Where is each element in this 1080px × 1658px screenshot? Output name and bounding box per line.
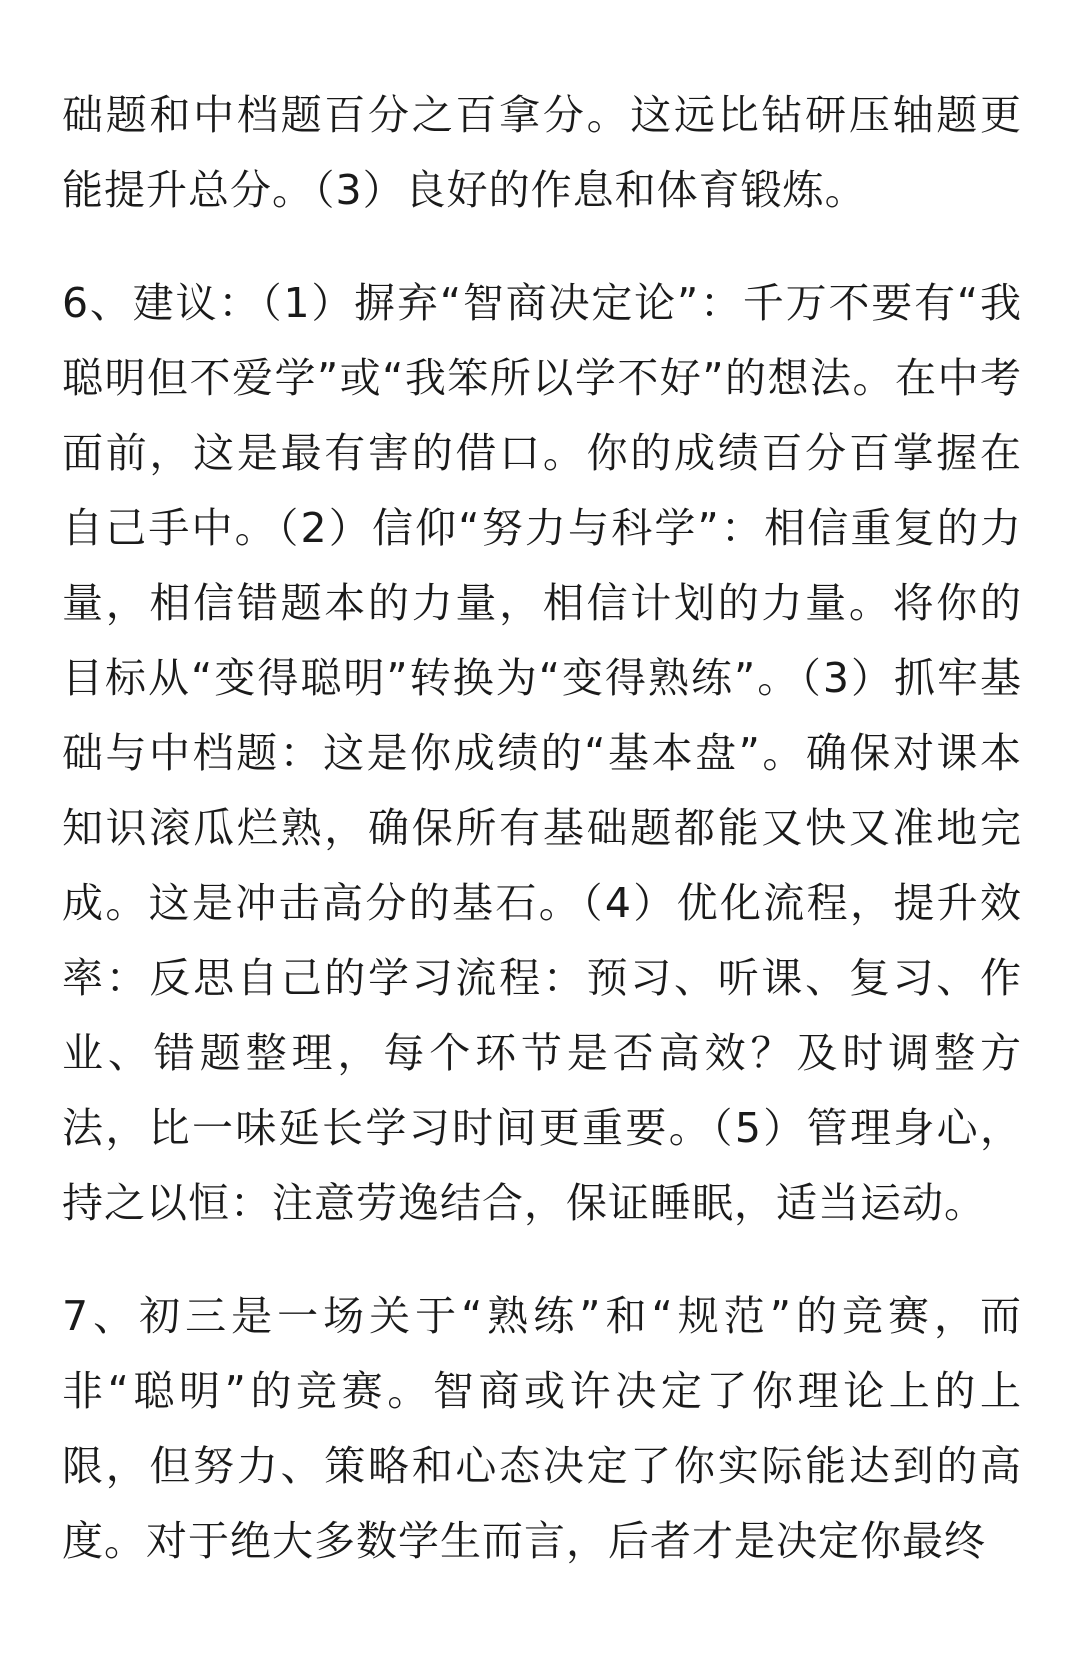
paragraph-conclusion: 7、初三是一场关于“熟练”和“规范”的竞赛，而非“聪明”的竞赛。智商或许决定了你理论上的上限，但努力、策略和心态决定了你实际能达到的高度。对于绝大多数学生而言，后者才是决定你最终 [62,1292,1022,1565]
paragraph-suggestions: 6、建议：（1）摒弃“智商决定论”：千万不要有“我聪明但不爱学”或“我笨所以学不好”的想法。在中考面前，这是最有害的借口。你的成绩百分百掌握在自己手中。（2）信仰“努力与科学”：相信重复的力量，相信错题本的力量，相信计划的力量。将你的目标从“变得聪明”转换为“变得熟练”。（3）抓牢基础与中档题：这是你成绩的“基本盘”。确保对课本知识滚瓜烂熟，确保所有基础题都能又快又准地完成。这是冲击高分的基石。（4）优化流程，提升效率：反思自己的学习流程：预习、听课、复习、作业、错题整理，每个环节是否高效？及时调整方法，比一味延长学习时间更重要。（5）管理身心，持之以恒：注意劳逸结合，保证睡眠，适当运动。 [62,279,1022,1227]
article-body [62,78,1022,1579]
bottom-fade [0,1598,1080,1658]
paragraph-continuation: 础题和中档题百分之百拿分。这远比钻研压轴题更能提升总分。（3）良好的作息和体育锻炼。 [62,91,1022,214]
